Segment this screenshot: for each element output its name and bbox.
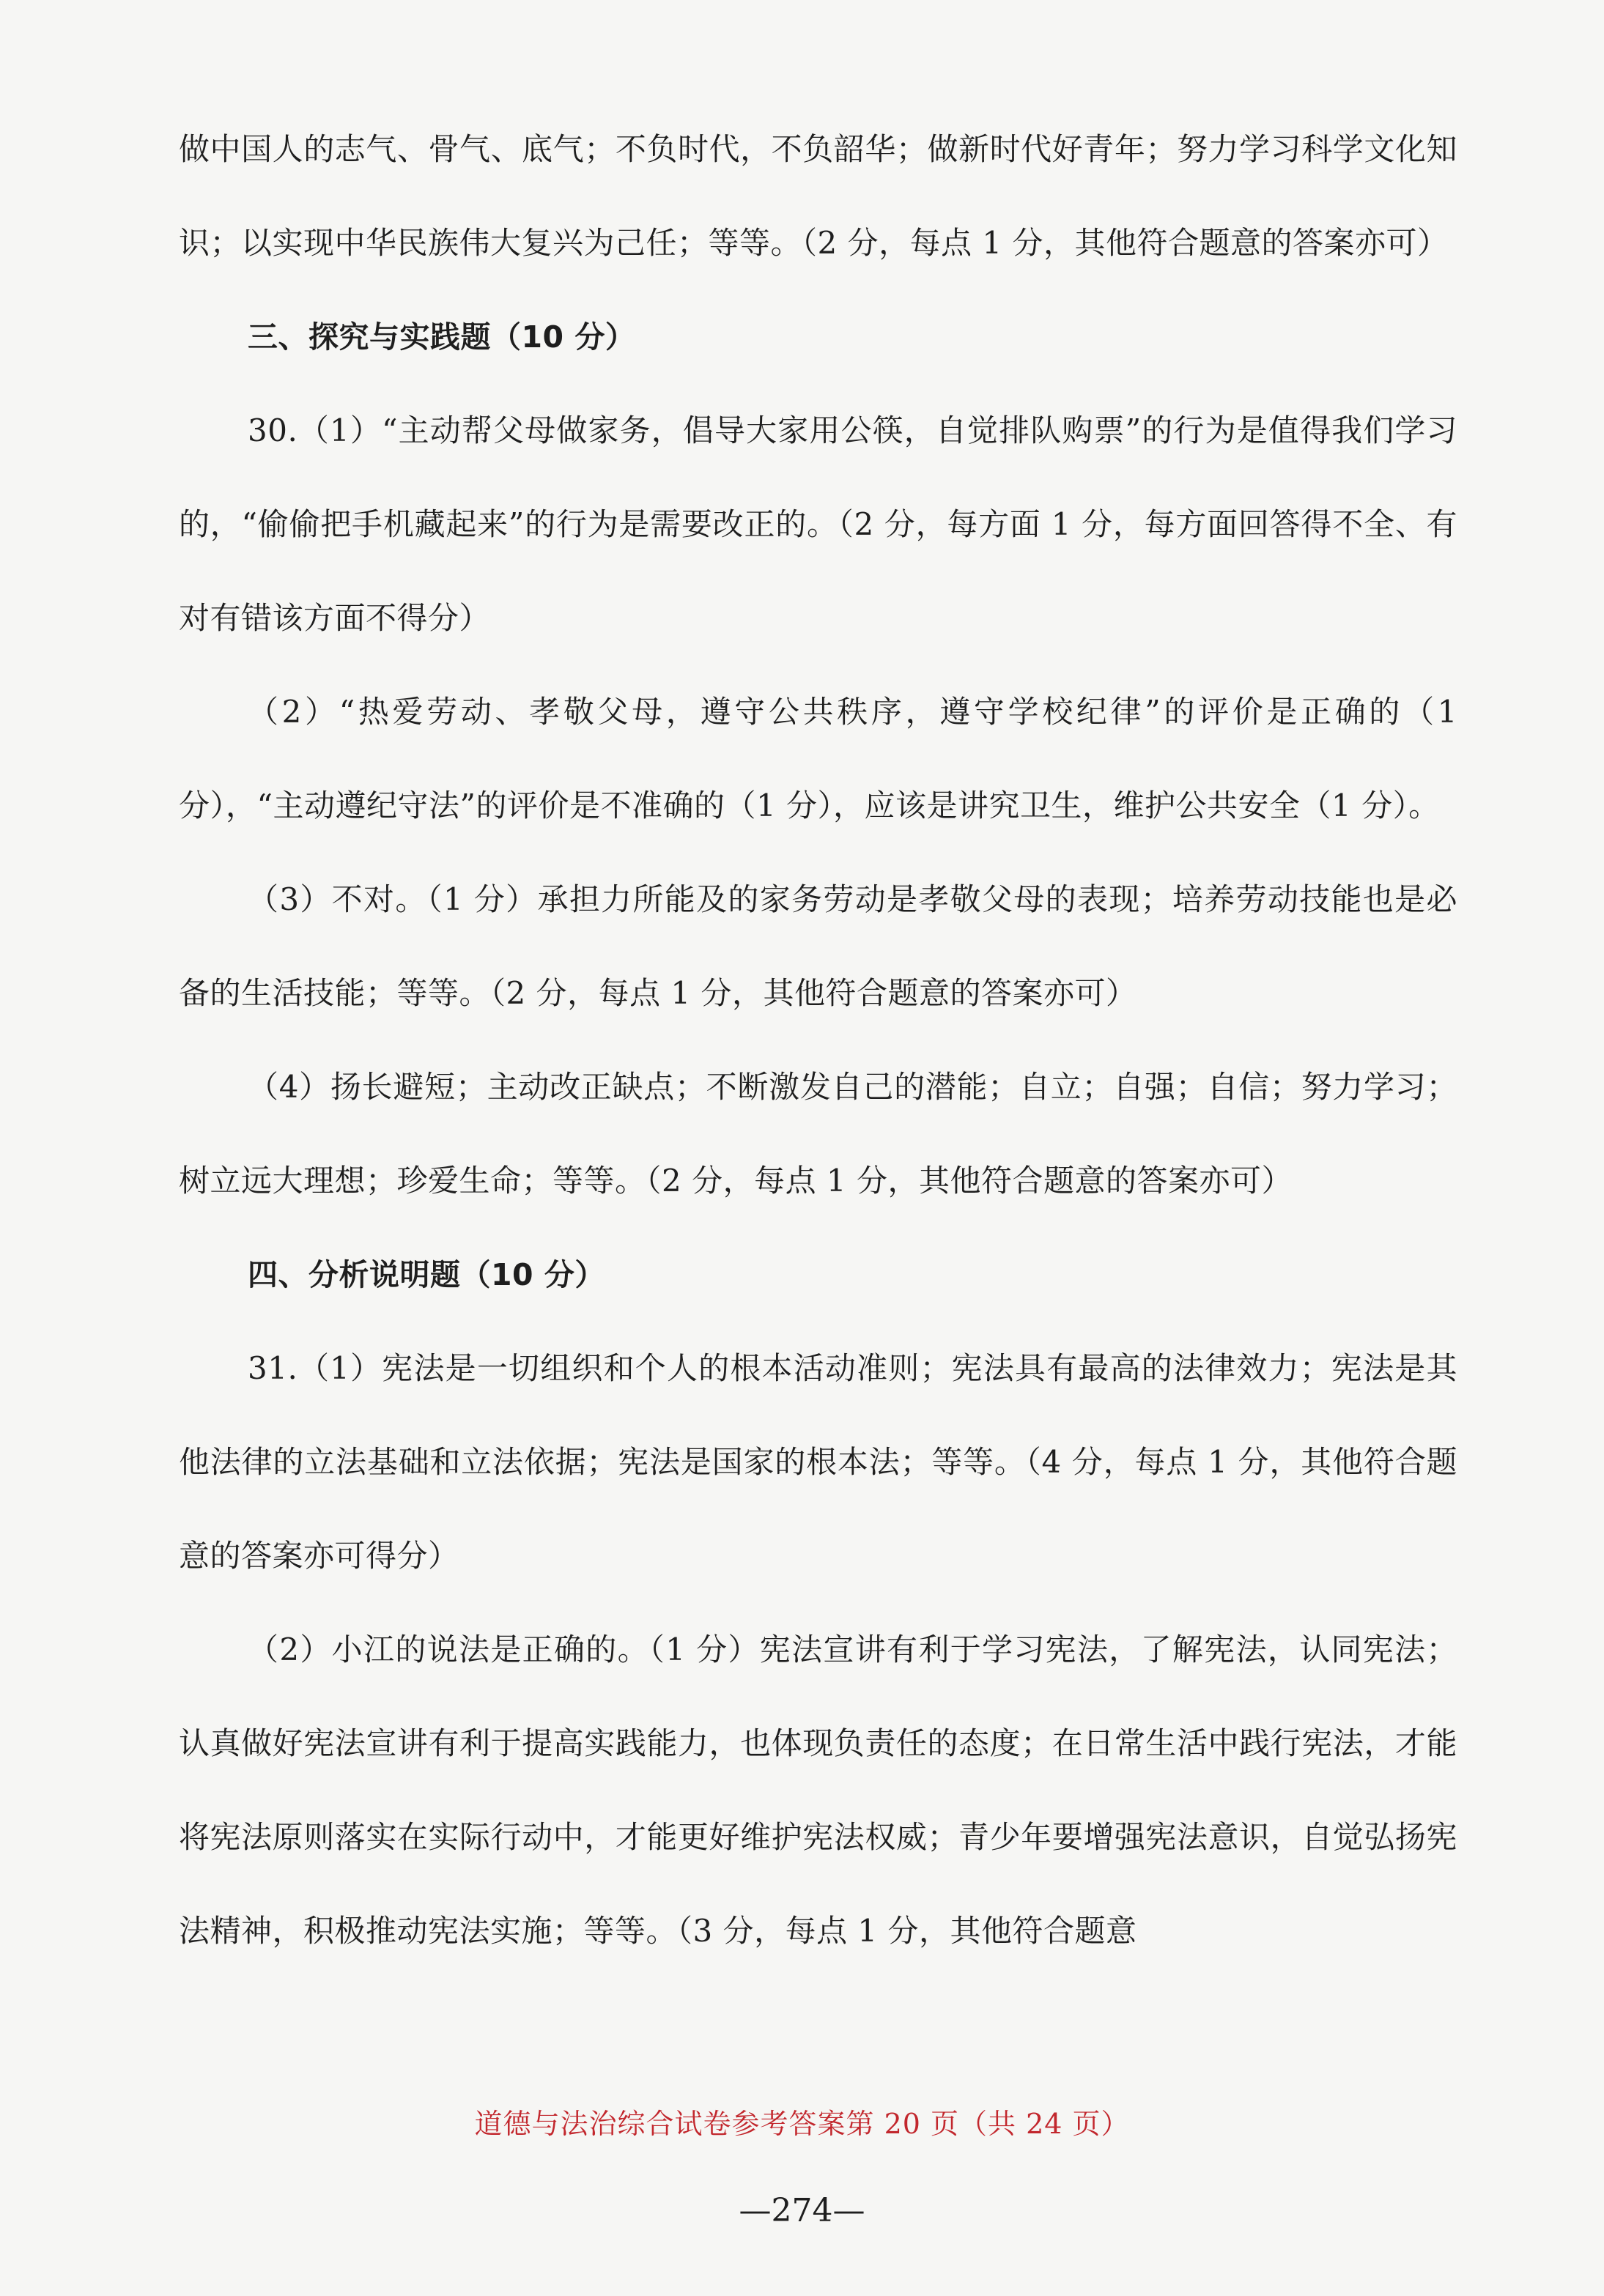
answer-30-3: （3）不对。（1 分）承担力所能及的家务劳动是孝敬父母的表现；培养劳动技能也是必备的生活技能；等等。（2 分，每点 1 分，其他符合题意的答案亦可） <box>179 881 1457 1011</box>
answer-continuation-paragraph: 做中国人的志气、骨气、底气；不负时代，不负韶华；做新时代好青年；努力学习科学文化知识；以实现中华民族伟大复兴为己任；等等。（2 分，每点 1 分，其他符合题意的答案亦可） <box>179 131 1457 261</box>
section-heading-analysis: 四、分析说明题（10 分） <box>248 1257 605 1292</box>
answer-key-body <box>179 103 1457 1978</box>
answer-30-1: 30.（1）“主动帮父母做家务，倡导大家用公筷，自觉排队购票”的行为是值得我们学习的，“偷偷把手机藏起来”的行为是需要改正的。（2 分，每方面 1 分，每方面回答得不全、有对有错该方面不得分） <box>179 412 1457 636</box>
footer-caption: 道德与法治综合试卷参考答案第 20 页（共 24 页） <box>474 2108 1130 2140</box>
answer-30-2: （2）“热爱劳动、孝敬父母，遵守公共秩序，遵守学校纪律”的评价是正确的（1 分），“主动遵纪守法”的评价是不准确的（1 分），应该是讲究卫生，维护公共安全（1 分）。 <box>179 694 1457 823</box>
answer-31-1: 31.（1）宪法是一切组织和个人的根本活动准则；宪法具有最高的法律效力；宪法是其他法律的立法基础和立法依据；宪法是国家的根本法；等等。（4 分，每点 1 分，其他符合题意的答案亦可得分） <box>179 1350 1457 1574</box>
answer-31-2: （2）小江的说法是正确的。（1 分）宪法宣讲有利于学习宪法，了解宪法，认同宪法；认真做好宪法宣讲有利于提高实践能力，也体现负责任的态度；在日常生活中践行宪法，才能将宪法原则落实在实际行动中，才能更好维护宪法权威；青少年要增强宪法意识，自觉弘扬宪法精神，积极推动宪法实施；等等。（3 分，每点 1 分，其他符合题意 <box>179 1632 1457 1949</box>
section-heading-inquiry-practice: 三、探究与实践题（10 分） <box>248 319 636 355</box>
page-number: —274— <box>739 2192 865 2229</box>
answer-30-4: （4）扬长避短；主动改正缺点；不断激发自己的潜能；自立；自强；自信；努力学习；树立远大理想；珍爱生命；等等。（2 分，每点 1 分，其他符合题意的答案亦可） <box>179 1069 1457 1199</box>
